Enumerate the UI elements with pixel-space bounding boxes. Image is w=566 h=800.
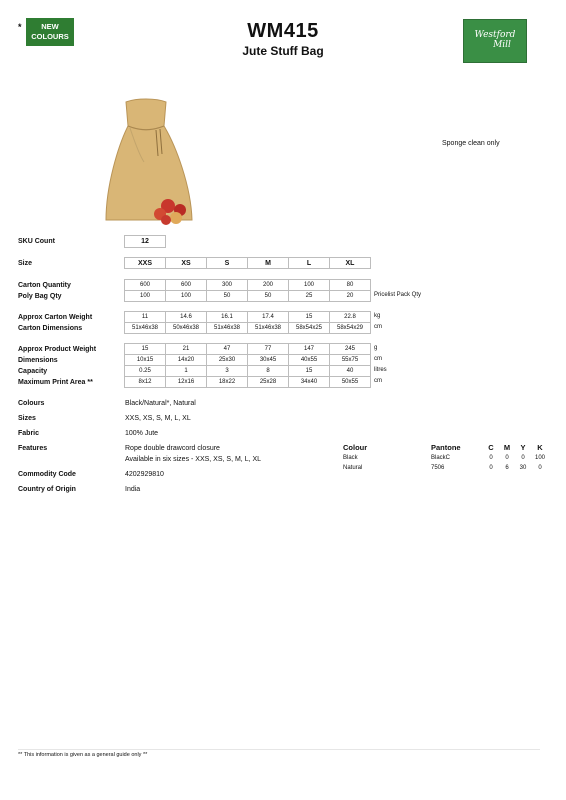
sku-count: 12 — [124, 235, 166, 248]
sku-label: SKU Count — [18, 238, 55, 245]
header-cell: Colour — [343, 442, 368, 452]
size-cell: XXS — [125, 258, 166, 269]
table-cell: 7506 — [431, 465, 445, 471]
logo-line-2: Mill — [493, 40, 511, 50]
badge-line-1: NEW — [41, 22, 59, 31]
table-cell: 1 — [166, 366, 207, 377]
table-cell: 58x54x29 — [330, 323, 371, 334]
carton-dimensions-row — [125, 323, 371, 334]
colour-table-header — [343, 441, 549, 453]
table-cell: 58x54x25 — [289, 323, 330, 334]
size-label: Size — [18, 260, 33, 267]
footer-divider — [18, 749, 540, 750]
carton-weight-label: Approx Carton Weight — [18, 314, 93, 321]
print-area-unit: cm — [374, 378, 382, 384]
table-cell: 18x22 — [207, 377, 248, 388]
carton-weight-row — [125, 312, 371, 323]
product-weight-row — [125, 344, 371, 355]
table-cell: 22.8 — [330, 312, 371, 323]
table-cell: 51x46x38 — [207, 323, 248, 334]
carton-quantity-row — [125, 280, 371, 291]
table-cell: 600 — [125, 280, 166, 291]
table-cell: 100 — [166, 291, 207, 302]
size-cell: XS — [166, 258, 207, 269]
table-cell: 0 — [505, 455, 509, 461]
capacity-unit: litres — [374, 367, 387, 373]
print-area-row — [125, 377, 371, 388]
table-cell: 40 — [330, 366, 371, 377]
table-cell: 0 — [489, 465, 493, 471]
table-cell: 21 — [166, 344, 207, 355]
table-cell: 25 — [289, 291, 330, 302]
table-cell: 16.1 — [207, 312, 248, 323]
table-cell: BlackC — [431, 455, 451, 461]
table-cell: 17.4 — [248, 312, 289, 323]
print-area-label: Maximum Print Area ** — [18, 379, 93, 386]
product-table — [124, 343, 371, 388]
table-cell: 51x46x38 — [125, 323, 166, 334]
table-cell: 0 — [489, 455, 493, 461]
table-cell: 25x30 — [207, 355, 248, 366]
header-cell: M — [503, 442, 511, 452]
table-cell: Natural — [343, 465, 363, 471]
quantity-table — [124, 279, 371, 302]
origin-label: Country of Origin — [18, 486, 76, 493]
table-cell: 50x46x38 — [166, 323, 207, 334]
fabric-label: Fabric — [18, 430, 40, 437]
size-cell: L — [289, 258, 330, 269]
table-cell: 8x12 — [125, 377, 166, 388]
features-line-2: Available in six sizes - XXS, XS, S, M, L, XL — [125, 456, 262, 463]
product-name: Jute Stuff Bag — [242, 44, 324, 58]
table-cell: 50 — [248, 291, 289, 302]
poly-bag-label: Poly Bag Qty — [18, 293, 62, 300]
product-weight-unit: g — [374, 345, 378, 351]
badge-line-2: COLOURS — [31, 32, 69, 41]
features-label: Features — [18, 445, 48, 452]
colour-row — [343, 453, 549, 463]
table-cell: 15 — [289, 366, 330, 377]
table-cell: 20 — [330, 291, 371, 302]
table-cell: 30 — [519, 465, 527, 471]
colours-value: Black/Natural*, Natural — [125, 400, 196, 407]
size-cell: M — [248, 258, 289, 269]
table-cell: 300 — [207, 280, 248, 291]
table-cell: 40x55 — [289, 355, 330, 366]
features-line-1: Rope double drawcord closure — [125, 445, 220, 452]
table-cell: 100 — [289, 280, 330, 291]
table-cell: 77 — [248, 344, 289, 355]
table-cell: 0 — [521, 455, 525, 461]
product-code: WM415 — [247, 20, 319, 42]
table-cell: 25x28 — [248, 377, 289, 388]
origin-value: India — [125, 486, 141, 493]
table-cell: 12x16 — [166, 377, 207, 388]
sizes-value: XXS, XS, S, M, L, XL — [125, 415, 191, 422]
product-photo — [96, 96, 206, 226]
carton-table — [124, 311, 371, 334]
poly-bag-row — [125, 291, 371, 302]
header-cell: Pantone — [431, 442, 461, 452]
table-cell: 80 — [330, 280, 371, 291]
size-cell: S — [207, 258, 248, 269]
table-cell: 600 — [166, 280, 207, 291]
table-cell: 6 — [505, 465, 509, 471]
dimensions-label: Dimensions — [18, 357, 58, 364]
table-cell: 50x55 — [330, 377, 371, 388]
table-cell: 14.6 — [166, 312, 207, 323]
table-cell: 30x45 — [248, 355, 289, 366]
pricelist-note: Pricelist Pack Qty — [374, 292, 422, 298]
table-cell: 100 — [534, 455, 545, 461]
asterisk: * — [18, 22, 22, 32]
table-cell: 200 — [248, 280, 289, 291]
table-cell: 15 — [125, 344, 166, 355]
table-cell: 0.25 — [125, 366, 166, 377]
table-cell: 3 — [207, 366, 248, 377]
table-cell: 147 — [289, 344, 330, 355]
size-cell: XL — [330, 258, 371, 269]
table-cell: 0 — [538, 465, 542, 471]
table-cell: 34x40 — [289, 377, 330, 388]
size-table — [124, 257, 371, 269]
table-cell: 14x20 — [166, 355, 207, 366]
colour-row — [343, 463, 549, 473]
table-cell: 47 — [207, 344, 248, 355]
table-cell: 51x46x38 — [248, 323, 289, 334]
table-cell: Black — [343, 455, 358, 461]
footnote: ** This information is given as a general guide only ** — [18, 752, 148, 758]
table-cell: 100 — [125, 291, 166, 302]
carton-weight-unit: kg — [374, 313, 381, 319]
westford-mill-logo — [463, 19, 527, 63]
sizes-label: Sizes — [18, 415, 36, 422]
carton-dimensions-unit: cm — [374, 324, 382, 330]
care-instructions: Sponge clean only — [442, 140, 500, 147]
table-cell: 245 — [330, 344, 371, 355]
header-cell: C — [488, 442, 494, 452]
table-cell: 11 — [125, 312, 166, 323]
capacity-label: Capacity — [18, 368, 48, 375]
dimensions-unit: cm — [374, 356, 382, 362]
carton-quantity-label: Carton Quantity — [18, 282, 71, 289]
fabric-value: 100% Jute — [125, 430, 159, 437]
colour-table — [343, 441, 549, 473]
table-cell: 15 — [289, 312, 330, 323]
carton-dimensions-label: Carton Dimensions — [18, 325, 83, 332]
commodity-label: Commodity Code — [18, 471, 76, 478]
logo-line-1: Westford — [474, 30, 516, 40]
header-cell: Y — [520, 442, 526, 452]
table-cell: 8 — [248, 366, 289, 377]
capacity-row — [125, 366, 371, 377]
table-cell: 50 — [207, 291, 248, 302]
header-cell: K — [537, 442, 543, 452]
commodity-value: 4202929810 — [125, 471, 164, 478]
product-weight-label: Approx Product Weight — [18, 346, 97, 353]
dimensions-row — [125, 355, 371, 366]
table-cell: 55x75 — [330, 355, 371, 366]
colours-label: Colours — [18, 400, 45, 407]
table-cell: 10x15 — [125, 355, 166, 366]
